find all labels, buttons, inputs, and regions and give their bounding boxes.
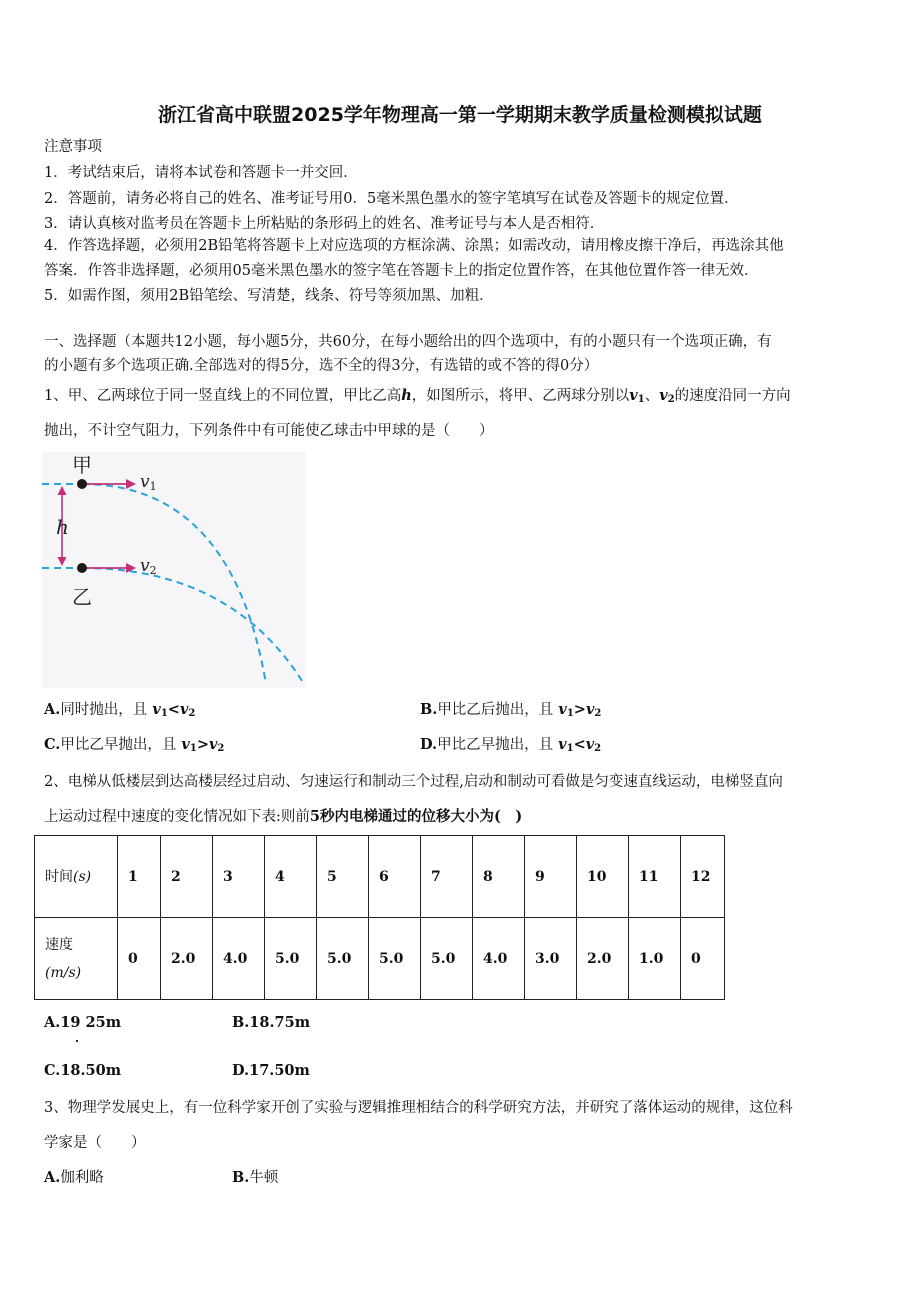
option-sub: 2 — [594, 708, 602, 719]
option-v: v — [179, 701, 189, 718]
ball-a — [77, 479, 87, 489]
q2-option-a[interactable]: A.19 25m — [44, 1014, 122, 1031]
table-row-time — [35, 836, 725, 918]
table-row-speed — [35, 918, 725, 1000]
table-cell: 7 — [421, 836, 473, 918]
section-intro: 的小题有多个选项正确.全部选对的得5分，选不全的得3分，有选错的或不答的得0分） — [44, 358, 599, 374]
q3-option-a[interactable] — [44, 1168, 104, 1188]
option-key: D. — [420, 736, 438, 753]
option-sub: 1 — [566, 708, 574, 719]
page-title: 浙江省高中联盟2025学年物理高一第一学期期末教学质量检测模拟试题 — [158, 104, 762, 126]
table-cell: 4 — [265, 836, 317, 918]
q1-option-a[interactable] — [44, 700, 195, 724]
option-v: v — [585, 701, 595, 718]
label-v2-sub: 2 — [149, 564, 157, 577]
table-cell: 6 — [369, 836, 421, 918]
table-cell: 5.0 — [421, 918, 473, 1000]
table-cell: 0 — [681, 918, 725, 1000]
option-relation: > — [196, 736, 209, 753]
table-cell: 5.0 — [265, 918, 317, 1000]
option-text: 同时抛出，且 — [60, 702, 148, 718]
question-1-text: 抛出，不计空气阻力，下列条件中有可能使乙球击中甲球的是（ ） — [44, 423, 494, 439]
section-intro: 一、选择题（本题共12小题，每小题5分，共60分，在每小题给出的四个选项中，有的小题只有一个选项正确，有 — [44, 334, 772, 350]
q1-text-part: ，如图所示，将甲、乙两球分别以 — [411, 388, 630, 404]
option-key: A. — [44, 701, 61, 718]
option-text: 甲比乙后抛出，且 — [437, 702, 554, 718]
table-cell: 8 — [473, 836, 525, 918]
question-2-text: 2、电梯从低楼层到达高楼层经过启动、匀速运行和制动三个过程,启动和制动可看做是匀变速直线运动，电梯竖直向 — [44, 774, 783, 790]
q2-text-part: 秒内电梯通过的位移大小为( ) — [319, 808, 523, 825]
q1-text-part: 1、甲、乙两球位于同一竖直线上的不同位置，甲比乙高 — [44, 388, 402, 404]
option-v: v — [558, 736, 567, 753]
table-cell: 9 — [525, 836, 577, 918]
option-key: A. — [44, 1169, 61, 1186]
projectile-figure — [42, 452, 306, 688]
option-v: v — [152, 701, 161, 718]
note-item: 2．答题前，请务必将自己的姓名、准考证号用0．5毫米黑色墨水的签字笔填写在试卷及答题卡的规定位置． — [44, 191, 739, 207]
question-1-text — [44, 386, 880, 410]
label-v1-letter: v — [140, 472, 150, 492]
q2-text-part: 上运动过程中速度的变化情况如下表:则前 — [44, 809, 310, 825]
table-cell: 4.0 — [213, 918, 265, 1000]
header-label: 速度 — [45, 936, 73, 953]
option-text: 甲比乙早抛出，且 — [60, 737, 177, 753]
table-cell: 0 — [118, 918, 161, 1000]
option-text: 伽利略 — [60, 1170, 104, 1186]
q1-h-symbol: h — [401, 387, 412, 404]
question-3-text: 学家是（ ） — [44, 1135, 146, 1151]
q2-option-d[interactable]: D.17.50m — [232, 1062, 310, 1079]
q1-option-c[interactable] — [44, 735, 224, 759]
note-item: 答案．作答非选择题，必须用05毫米黑色墨水的签字笔在答题卡上的指定位置作答，在其他位置作答一律无效． — [44, 263, 759, 279]
label-ball-a: 甲 — [72, 453, 92, 477]
table-cell: 2.0 — [161, 918, 213, 1000]
q1-v-symbol: v — [659, 387, 668, 404]
stray-dot — [76, 1040, 78, 1042]
table-cell: 10 — [577, 836, 629, 918]
table-cell: 5.0 — [317, 918, 369, 1000]
ball-b — [77, 563, 87, 573]
table-cell: 12 — [681, 836, 725, 918]
option-key: C. — [44, 736, 61, 753]
q1-option-b[interactable] — [420, 700, 601, 724]
label-v1-sub: 1 — [149, 480, 157, 493]
option-sub: 1 — [566, 743, 574, 754]
table-cell: 1 — [118, 836, 161, 918]
option-sub: 2 — [217, 743, 225, 754]
note-item: 5．如需作图，须用2B铅笔绘、写清楚，线条、符号等须加黑、加粗． — [44, 288, 494, 304]
table-cell: 5.0 — [369, 918, 421, 1000]
table-cell: 3.0 — [525, 918, 577, 1000]
speed-table — [34, 835, 725, 1000]
q3-option-b[interactable] — [232, 1168, 278, 1188]
table-cell: 5 — [317, 836, 369, 918]
option-v: v — [585, 736, 595, 753]
q1-v-symbol: v — [629, 387, 638, 404]
table-cell: 3 — [213, 836, 265, 918]
table-cell: 2.0 — [577, 918, 629, 1000]
q1-v-sub: 1 — [637, 394, 645, 405]
q1-option-d[interactable] — [420, 735, 601, 759]
q2-option-c[interactable]: C.18.50m — [44, 1062, 122, 1079]
table-cell: 4.0 — [473, 918, 525, 1000]
note-item: 3．请认真核对监考员在答题卡上所粘贴的条形码上的姓名、准考证号与本人是否相符． — [44, 216, 605, 232]
option-relation: < — [167, 701, 180, 718]
q1-v-sub: 2 — [667, 394, 675, 405]
option-text: 牛顿 — [249, 1170, 279, 1186]
option-sub: 2 — [188, 708, 196, 719]
option-sub: 2 — [594, 743, 602, 754]
question-3-text: 3、物理学发展史上，有一位科学家开创了实验与逻辑推理相结合的科学研究方法，并研究了落体运动的规律，这位科 — [44, 1100, 793, 1116]
label-height: h — [56, 515, 69, 539]
table-header-time — [35, 836, 118, 918]
table-cell: 2 — [161, 836, 213, 918]
q2-number: 5 — [309, 808, 320, 825]
note-item: 1．考试结束后，请将本试卷和答题卡一并交回． — [44, 165, 358, 181]
option-v: v — [208, 736, 218, 753]
option-relation: > — [573, 701, 586, 718]
option-key: B. — [232, 1169, 250, 1186]
note-item: 4．作答选择题，必须用2B铅笔将答题卡上对应选项的方框涂满、涂黑；如需改动，请用橡皮擦干净后，再选涂其他 — [44, 238, 784, 254]
table-cell: 1.0 — [629, 918, 681, 1000]
header-label: 时间 — [45, 868, 73, 885]
option-sub: 1 — [189, 743, 197, 754]
option-text: 甲比乙早抛出，且 — [437, 737, 554, 753]
option-v: v — [558, 701, 567, 718]
q1-text-part: 的速度沿同一方向 — [674, 388, 791, 404]
label-v2-letter: v — [140, 556, 150, 576]
notes-heading: 注意事项 — [44, 139, 102, 155]
option-key: B. — [420, 701, 438, 718]
option-v: v — [181, 736, 190, 753]
header-unit: (s) — [73, 868, 92, 885]
q1-sep: 、 — [644, 388, 660, 404]
label-ball-b: 乙 — [72, 585, 92, 609]
table-header-speed — [35, 918, 118, 1000]
header-unit: (m/s) — [45, 964, 82, 981]
table-cell: 11 — [629, 836, 681, 918]
option-relation: < — [573, 736, 586, 753]
q2-option-b[interactable]: B.18.75m — [232, 1014, 311, 1031]
option-sub: 1 — [160, 708, 168, 719]
question-2-text — [44, 807, 880, 827]
